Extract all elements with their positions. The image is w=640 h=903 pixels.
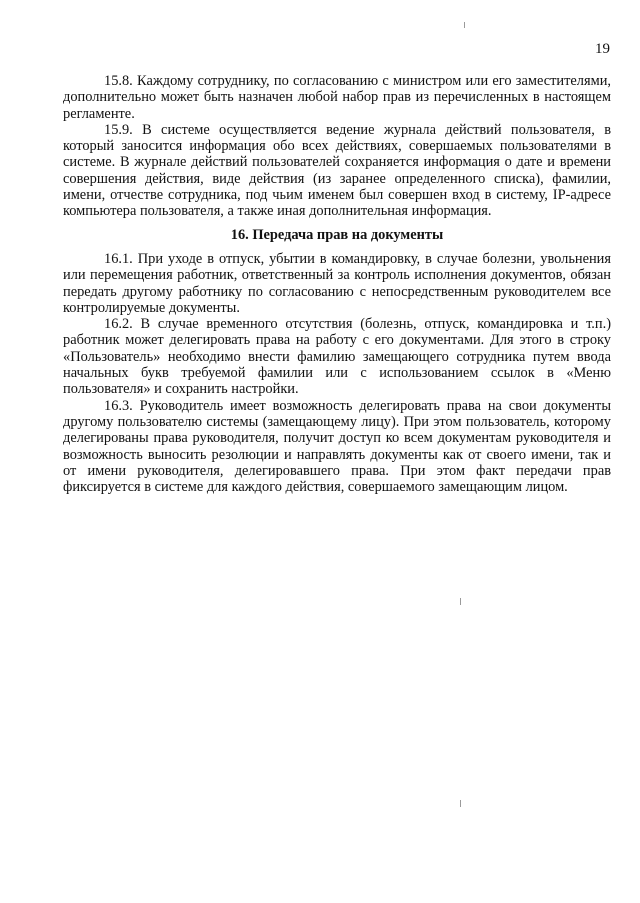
scan-mark xyxy=(464,22,465,28)
page-number: 19 xyxy=(595,41,610,57)
paragraph-16-1: 16.1. При уходе в отпуск, убытии в командировку, в случае болезни, увольнения или перемещения работник, ответственный за контроль исполнения документов, обязан передать другому работнику по согласованию с непосредственным руководителем все контролируемые документы. xyxy=(63,250,611,316)
paragraph-16-3: 16.3. Руководитель имеет возможность делегировать права на свои документы другому пользователю системы (замещающему лицу). При этом пользователь, которому делегированы права руководителя, получит доступ ко всем документам руководителя и возможность выносить резолюции и направлять документы как от своего имени, так и от имени руководителя, делегировавшего права. При этом факт передачи прав фиксируется в системе для каждого действия, совершаемого замещающим лицом. xyxy=(63,397,611,496)
paragraph-16-2: 16.2. В случае временного отсутствия (болезнь, отпуск, командировка и т.п.) работник может делегировать права на работу с его документами. Для этого в строку «Пользователь» необходимо внести фамилию замещающего сотрудника путем ввода начальных букв требуемой фамилии или с использованием ссылок в «Меню пользователя» и сохранить настройки. xyxy=(63,316,611,398)
section-16-heading: 16. Передача прав на документы xyxy=(230,226,444,243)
scan-mark xyxy=(460,598,461,605)
paragraph-15-9: 15.9. В системе осуществляется ведение журнала действий пользователя, в который заносится информация обо всех действиях, совершаемых пользователями в системе. В журнале действий пользователей сохраняется информация о дате и времени совершения действия, виде действия (из заранее определенного списка), фамилии, имени, отчестве сотрудника, под чьим именем был совершен вход в систему, IP-адресе компьютера пользователя, а также иная дополнительная информация. xyxy=(63,121,611,220)
paragraph-15-8: 15.8. Каждому сотруднику, по согласованию с министром или его заместителями, дополнительно может быть назначен любой набор прав из перечисленных в настоящем регламенте. xyxy=(63,73,611,122)
document-body xyxy=(63,73,611,495)
scan-mark xyxy=(460,800,461,807)
